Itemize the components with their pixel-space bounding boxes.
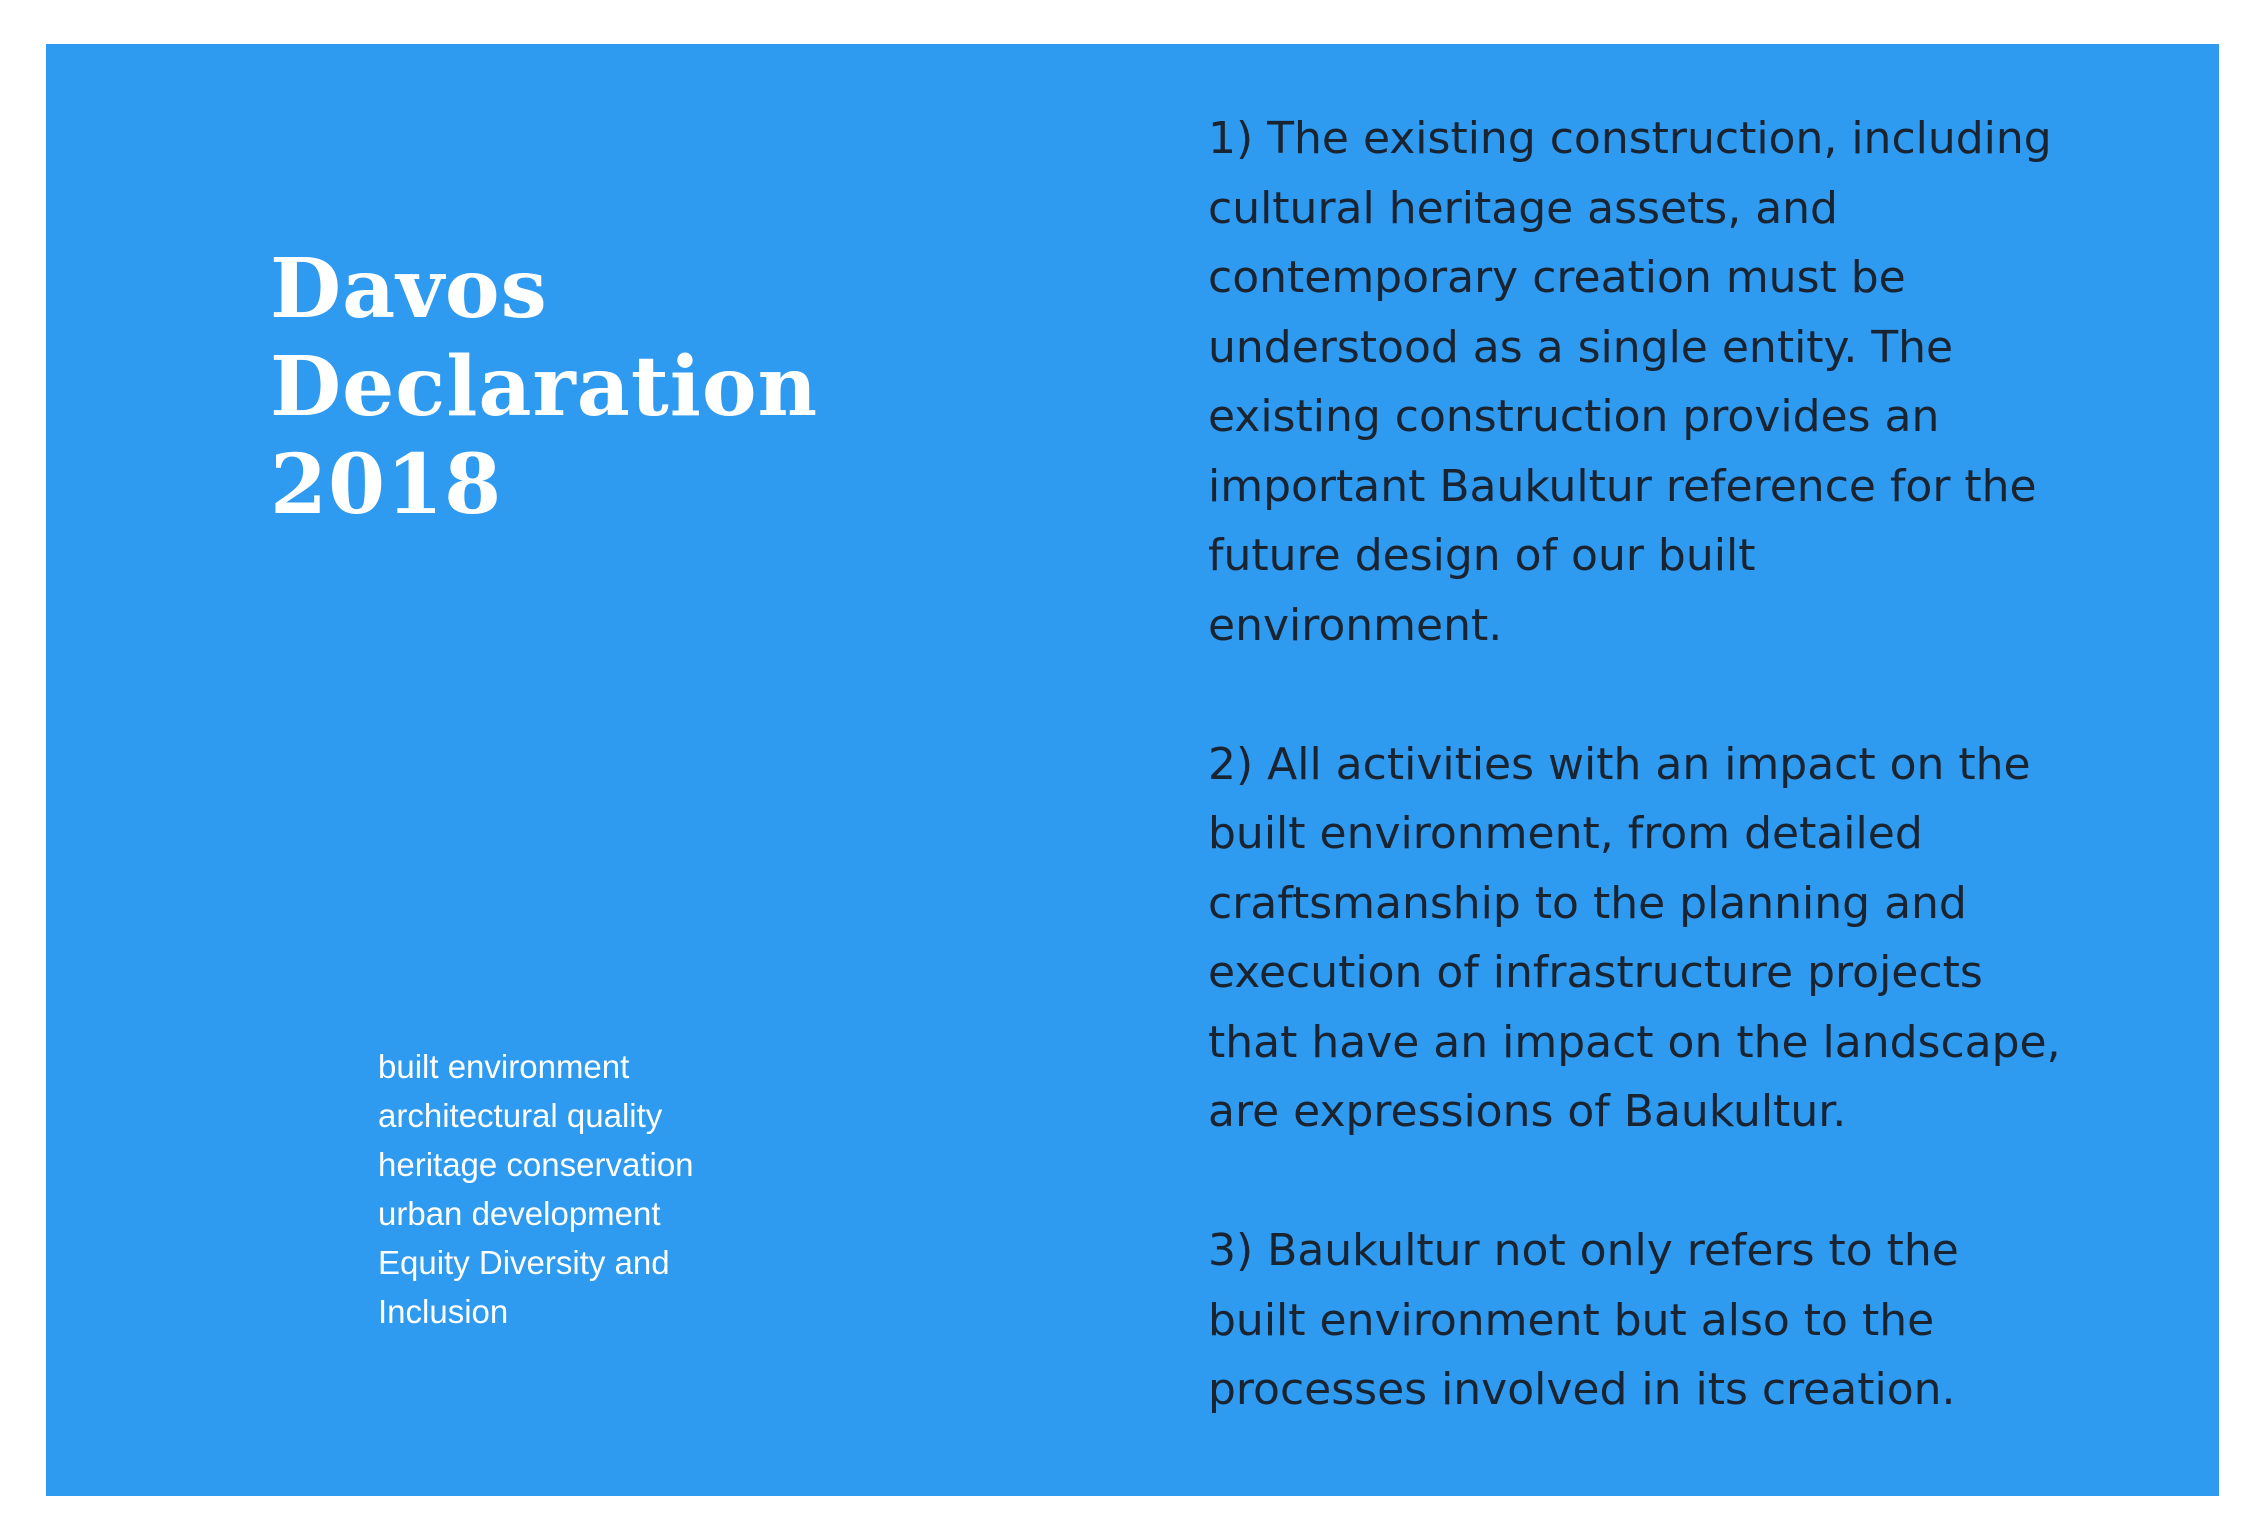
keyword-item: Equity Diversity and xyxy=(378,1244,670,1281)
keyword-item: Inclusion xyxy=(378,1293,509,1330)
page-title xyxy=(270,240,1030,534)
keyword-item: built environment xyxy=(378,1048,630,1085)
declaration-point-2: 2) All activities with an impact on the built environment, from detailed craftsmanship to the planning and execution of infrastructure projects that have an impact on the landscape, are expressions of Baukultur. xyxy=(1208,738,2061,1137)
declaration-point-3: 3) Baukultur not only refers to the built environment but also to the processes involved in its creation. xyxy=(1208,1225,1959,1415)
title-line-2: Declaration xyxy=(270,339,819,435)
title-line-3: 2018 xyxy=(270,437,503,533)
title-line-1: Davos xyxy=(270,241,548,337)
keyword-list xyxy=(378,1042,694,1336)
keyword-item: heritage conservation xyxy=(378,1146,694,1183)
declaration-point-1: 1) The existing construction, including cultural heritage assets, and contemporary creation must be understood as a single entity. The existing construction provides an important Baukultur reference for the future design of our built environment. xyxy=(1208,113,2052,651)
keyword-item: urban development xyxy=(378,1195,661,1232)
keyword-item: architectural quality xyxy=(378,1097,663,1134)
declaration-points xyxy=(1208,104,2138,1425)
